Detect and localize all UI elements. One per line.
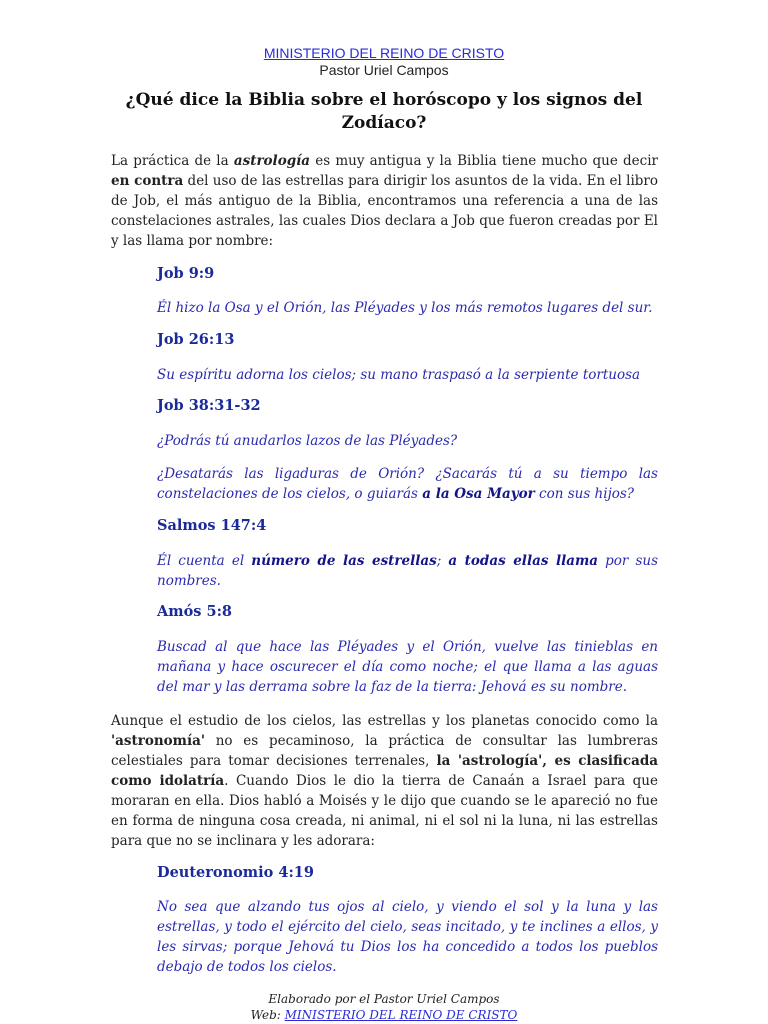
author-header: Pastor Uriel Campos bbox=[319, 62, 449, 78]
verse-amos-5-8: Buscad al que hace las Pléyades y el Orión, vuelve las tinieblas en mañana y hace oscurecer el día como noche; el que llama a las aguas del mar y las derrama sobre la faz de la tierra: Jehová es su nombre. bbox=[157, 639, 658, 695]
astronomia-term: 'astronomía' bbox=[111, 733, 205, 749]
reference-job-9-9: Job 9:9 bbox=[157, 265, 215, 282]
footer-web: Web: MINISTERIO DEL REINO DE CRISTO bbox=[250, 1008, 518, 1022]
ministry-header-link[interactable]: MINISTERIO DEL REINO DE CRISTO bbox=[263, 45, 505, 61]
verse-deuteronomio-4-19: No sea que alzando tus ojos al cielo, y viendo el sol y la luna y las estrellas, y todo el ejército del cielo, seas incitado, y te inclines a ellos, y les sirvas; porque Jehová tu Dios los ha concedido a todos los pueblos debajo de todos los cielos. bbox=[157, 899, 658, 975]
reference-salmos-147-4: Salmos 147:4 bbox=[157, 517, 267, 534]
astronomy-paragraph: Aunque el estudio de los cielos, las estrellas y los planetas conocido como la 'astronomía' no es pecaminoso, la práctica de consultar las lumbreras celestiales para tomar decisiones terrenales, la 'astrología', es clasificada como idolatría. Cuando Dios le dio la tierra de Canaán a Israel para que moraran en ella. Dios habló a Moisés y le dijo que cuando se le apareció no fue en forma de ninguna cosa creada, ni animal, ni el sol ni la luna, ni las estrellas para que no se inclinara y les adorara: bbox=[111, 713, 659, 849]
reference-job-38-31: Job 38:31-32 bbox=[157, 397, 261, 414]
intro-paragraph: La práctica de la astrología es muy antigua y la Biblia tiene mucho que decir en contra del uso de las estrellas para dirigir los asuntos de la vida. En el libro de Job, el más antiguo de la Biblia, encontramos una referencia a una de las constelaciones astrales, las cuales Dios declara a Job que fueron creadas por El y las llama por nombre: bbox=[111, 153, 659, 249]
idolatria-statement: la 'astrología', es clasificada como idolatría bbox=[111, 753, 659, 789]
footer-ministry-link[interactable]: MINISTERIO DEL REINO DE CRISTO bbox=[284, 1008, 518, 1022]
reference-deuteronomio-4-19: Deuteronomio 4:19 bbox=[157, 864, 314, 881]
verse-salmos-147-4: Él cuenta el número de las estrellas; a todas ellas llama por sus nombres. bbox=[157, 553, 658, 589]
reference-amos-5-8: Amós 5:8 bbox=[157, 603, 233, 620]
verse-job-38-31-a: ¿Podrás tú anudarlos lazos de las Pléyades? bbox=[157, 433, 458, 449]
en-contra-term: en contra bbox=[111, 173, 184, 189]
footer-author: Elaborado por el Pastor Uriel Campos bbox=[268, 992, 500, 1006]
astrologia-term: astrología bbox=[233, 153, 311, 169]
document-title: ¿Qué dice la Biblia sobre el horóscopo y los signos del Zodíaco? bbox=[125, 90, 643, 133]
verse-job-38-31-b: ¿Desatarás las ligaduras de Orión? ¿Sacarás tú a su tiempo las constelaciones de los cielos, o guiarás a la Osa Mayor con sus hijos? bbox=[157, 466, 658, 502]
verse-job-26-13: Su espíritu adorna los cielos; su mano traspasó a la serpiente tortuosa bbox=[157, 367, 641, 383]
reference-job-26-13: Job 26:13 bbox=[157, 331, 235, 348]
verse-job-9-9: Él hizo la Osa y el Orión, las Pléyades y los más remotos lugares del sur. bbox=[157, 300, 653, 316]
